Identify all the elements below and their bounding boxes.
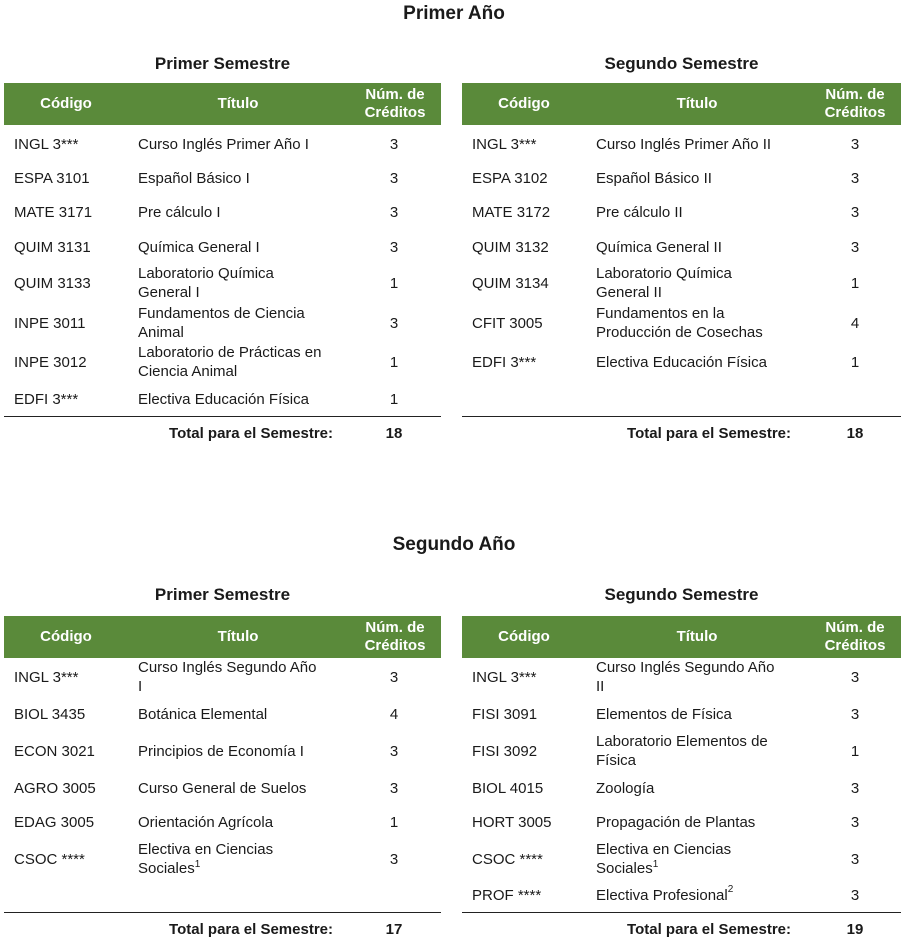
course-code: ECON 3021: [14, 742, 95, 760]
table-row: [462, 165, 901, 191]
header-code: Código: [40, 628, 92, 645]
course-title: Curso Inglés Segundo Año I: [138, 659, 317, 695]
table-divider: [462, 912, 901, 913]
table-divider: [4, 912, 441, 913]
course-credits: 3: [850, 238, 860, 256]
course-title: Propagación de Plantas: [596, 813, 756, 831]
course-title: [596, 839, 761, 880]
table-row: [462, 349, 901, 375]
semester-title: Primer Semestre: [154, 54, 291, 73]
total-label: Total para el Semestre:: [169, 425, 333, 442]
course-title: Español Básico II: [596, 169, 712, 187]
course-title: [138, 839, 303, 880]
course-title: Principios de Economía I: [138, 742, 304, 760]
course-credits: 4: [850, 314, 860, 332]
course-code: ESPA 3102: [472, 169, 548, 187]
header-credits: [349, 616, 441, 658]
course-title: Curso Inglés Segundo Año II: [596, 659, 775, 695]
header-title: Título: [676, 95, 718, 112]
table-row: [462, 775, 901, 801]
course-credits: 3: [850, 886, 860, 904]
table-row: [4, 839, 441, 879]
course-credits: 1: [389, 390, 399, 408]
table-row: [462, 131, 901, 157]
course-code: QUIM 3133: [14, 274, 91, 292]
course-title: Electiva Educación Física: [596, 353, 767, 371]
course-code: CSOC ****: [472, 850, 543, 868]
course-title: Curso Inglés Primer Año I: [138, 135, 309, 153]
course-title: Orientación Agrícola: [138, 813, 274, 831]
course-credits: 3: [389, 742, 399, 760]
table-row: [462, 303, 901, 343]
course-credits: 3: [850, 850, 860, 868]
table-row: [4, 303, 441, 343]
course-credits: 1: [850, 274, 860, 292]
course-title: Laboratorio Química General I: [138, 265, 274, 301]
semester-total: [462, 918, 901, 942]
course-code: QUIM 3132: [472, 238, 549, 256]
header-code: Código: [40, 95, 92, 112]
header-credits-line2: Créditos: [364, 104, 426, 121]
course-credits: 3: [389, 238, 399, 256]
semester-total: [4, 422, 441, 446]
course-code: MATE 3171: [14, 203, 93, 221]
header-credits-line1: Núm. de: [365, 86, 425, 103]
course-code: ESPA 3101: [14, 169, 90, 187]
header-title: Título: [676, 628, 718, 645]
table-row: [462, 199, 901, 225]
header-title: Título: [217, 628, 259, 645]
table-row: [4, 809, 441, 835]
course-code: FISI 3092: [472, 742, 538, 760]
semester-total: [4, 918, 441, 942]
table-row: [462, 657, 901, 697]
semester-title: Segundo Semestre: [604, 54, 759, 73]
course-title: Pre cálculo I: [138, 203, 221, 221]
header-code: Código: [498, 95, 550, 112]
course-credits: 3: [850, 169, 860, 187]
course-code: HORT 3005: [472, 813, 552, 831]
course-code: CFIT 3005: [472, 314, 543, 332]
course-credits: 1: [389, 813, 399, 831]
course-code: INGL 3***: [14, 668, 79, 686]
header-credits-line2: Créditos: [364, 637, 426, 654]
course-code: BIOL 3435: [14, 705, 86, 723]
course-credits: 3: [389, 668, 399, 686]
table-row: [4, 386, 441, 412]
course-code: BIOL 4015: [472, 779, 544, 797]
course-code: INGL 3***: [472, 135, 537, 153]
course-title: Curso General de Suelos: [138, 779, 307, 797]
course-credits: 3: [389, 169, 399, 187]
course-code: MATE 3172: [472, 203, 551, 221]
header-code: Código: [498, 628, 550, 645]
course-credits: 1: [850, 353, 860, 371]
course-code: EDFI 3***: [14, 390, 79, 408]
course-credits: 4: [389, 705, 399, 723]
table-row: [462, 731, 901, 771]
course-credits: 3: [389, 314, 399, 332]
course-credits: 3: [850, 813, 860, 831]
course-credits: 1: [850, 742, 860, 760]
course-title-text: Electiva Profesional: [596, 886, 728, 904]
course-code: FISI 3091: [472, 705, 538, 723]
course-title: Elementos de Física: [596, 705, 732, 723]
course-code: QUIM 3131: [14, 238, 91, 256]
header-credits: [809, 83, 901, 125]
course-title: Fundamentos en la Producción de Cosechas: [596, 305, 763, 341]
table-header: [4, 83, 441, 125]
semester-table: [4, 585, 441, 945]
course-code: PROF ****: [472, 886, 542, 904]
course-credits: 3: [389, 779, 399, 797]
footnote-marker: 1: [652, 859, 659, 870]
table-row: [4, 342, 441, 382]
table-row: [4, 131, 441, 157]
course-credits: 3: [850, 135, 860, 153]
course-credits: 3: [389, 135, 399, 153]
header-title: Título: [217, 95, 259, 112]
semester-total: [462, 422, 901, 446]
header-credits-line1: Núm. de: [365, 619, 425, 636]
course-code: EDAG 3005: [14, 813, 95, 831]
course-code: QUIM 3134: [472, 274, 549, 292]
table-row: [462, 809, 901, 835]
header-credits-line1: Núm. de: [825, 86, 885, 103]
semester-table: [462, 585, 901, 945]
course-credits: 3: [850, 705, 860, 723]
table-row: [462, 234, 901, 260]
table-row: [462, 701, 901, 727]
table-row: [4, 775, 441, 801]
course-title: Electiva Profesional $^2$: [596, 884, 734, 904]
course-title: Curso Inglés Primer Año II: [596, 135, 772, 153]
course-title: Electiva Educación Física: [138, 390, 309, 408]
table-row: [462, 263, 901, 303]
footnote-marker: 1: [194, 859, 201, 870]
course-code: INGL 3***: [14, 135, 79, 153]
course-code: EDFI 3***: [472, 353, 537, 371]
semester-table: [4, 54, 441, 454]
table-row: [4, 738, 441, 764]
course-title-text: Electiva en Ciencias Sociales: [596, 841, 732, 877]
course-code: INPE 3011: [14, 314, 86, 332]
table-row: [462, 839, 901, 879]
semester-title: Segundo Semestre: [604, 585, 759, 604]
header-credits: [809, 616, 901, 658]
table-divider: [462, 416, 901, 417]
table-header: [462, 83, 901, 125]
total-label: Total para el Semestre:: [627, 425, 791, 442]
table-row: [4, 657, 441, 697]
year-title: Segundo Año: [392, 534, 516, 555]
header-credits-line2: Créditos: [824, 637, 886, 654]
total-label: Total para el Semestre:: [169, 921, 333, 938]
course-code: INPE 3012: [14, 353, 87, 371]
course-title: Laboratorio de Prácticas en Ciencia Animal: [138, 344, 322, 380]
total-value: 18: [385, 425, 403, 442]
total-label: Total para el Semestre:: [627, 921, 791, 938]
course-credits: 3: [850, 668, 860, 686]
total-value: 19: [846, 921, 864, 938]
table-row: [4, 701, 441, 727]
course-title: Botánica Elemental: [138, 705, 268, 723]
course-title: Pre cálculo II: [596, 203, 683, 221]
course-credits: 1: [389, 274, 399, 292]
table-header: [462, 616, 901, 658]
course-credits: 3: [389, 850, 399, 868]
course-title: Química General I: [138, 238, 260, 256]
semester-table: [462, 54, 901, 454]
table-row: [4, 263, 441, 303]
semester-title: Primer Semestre: [154, 585, 291, 604]
total-value: 18: [846, 425, 864, 442]
course-code: CSOC ****: [14, 850, 85, 868]
course-credits: 3: [850, 203, 860, 221]
table-row: [462, 882, 901, 908]
table-header: [4, 616, 441, 658]
header-credits-line1: Núm. de: [825, 619, 885, 636]
course-title-text: Electiva en Ciencias Sociales: [138, 841, 274, 877]
course-title: Zoología: [596, 779, 655, 797]
table-row: [4, 234, 441, 260]
table-divider: [4, 416, 441, 417]
course-title: Español Básico I: [138, 169, 250, 187]
header-credits-line2: Créditos: [824, 104, 886, 121]
table-row: [4, 199, 441, 225]
year-title: Primer Año: [403, 3, 505, 24]
total-value: 17: [385, 921, 403, 938]
header-credits: [349, 83, 441, 125]
course-code: AGRO 3005: [14, 779, 96, 797]
table-row: [4, 165, 441, 191]
course-title: Laboratorio Química General II: [596, 265, 732, 301]
course-title: Laboratorio Elementos de Física: [596, 733, 768, 769]
course-credits: 3: [389, 203, 399, 221]
course-credits: 1: [389, 353, 399, 371]
course-credits: 3: [850, 779, 860, 797]
course-title: Fundamentos de Ciencia Animal: [138, 305, 305, 341]
course-title: Química General II: [596, 238, 722, 256]
course-code: INGL 3***: [472, 668, 537, 686]
